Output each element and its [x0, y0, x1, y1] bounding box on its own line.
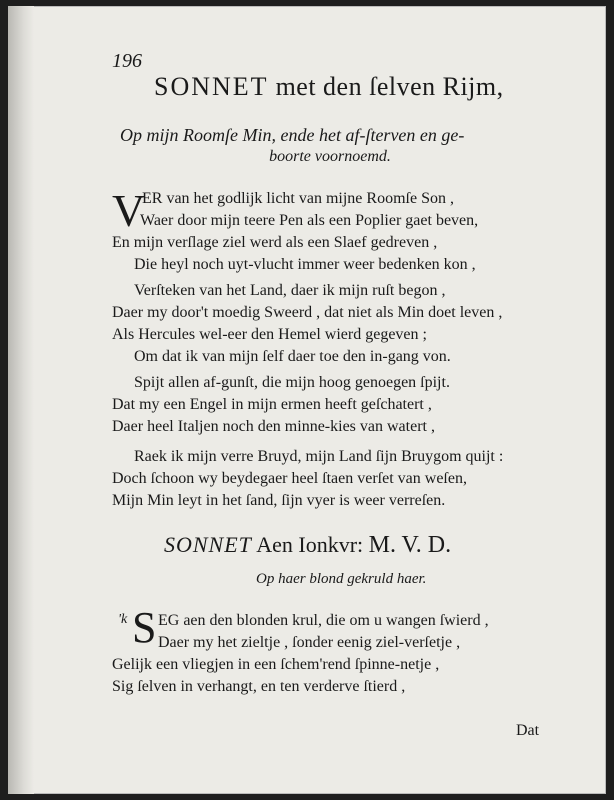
verse-line: Raek ik mijn verre Bruyd, mijn Land ſijn Bruygom quijt :: [134, 448, 504, 465]
verse-line: Doch ſchoon wy beydegaer heel ſtaen verſet van weſen,: [112, 470, 467, 487]
prefix-k: 'k: [118, 612, 128, 627]
sonnet-title-1: [154, 72, 504, 102]
verse-line: Dat my een Engel in mijn ermen heeft geſchatert ,: [112, 396, 432, 413]
title1-caps: SONNET: [154, 72, 269, 101]
verse-line: Gelijk een vliegjen in een ſchem'rend ſpinne-netje ,: [112, 656, 440, 673]
verse-line: Spijt allen af-gunſt, die mijn hoog genoegen ſpijt.: [134, 374, 450, 391]
verse-line: Waer door mijn teere Pen als een Poplier gaet beven,: [140, 212, 479, 229]
verse-line: Die heyl noch uyt-vlucht immer weer bedenken kon ,: [134, 256, 476, 273]
sonnet-subtitle-1: [120, 124, 540, 168]
title2-initials: M. V. D.: [368, 532, 452, 558]
stanza-3: [112, 372, 450, 438]
verse-line: En mijn verſlage ziel werd als een Slaef gedreven ,: [112, 234, 438, 251]
subtitle1-line1: Op mijn Roomſe Min, ende het af-ſterven en ge-: [120, 125, 465, 145]
stanza-2: [112, 280, 502, 368]
title1-rest: met den ſelven Rijm,: [275, 72, 504, 101]
drop-cap-s: S: [132, 603, 157, 652]
sonnet-title-2: [164, 532, 451, 559]
book-page: [8, 6, 606, 794]
verse-line: Mijn Min leyt in het ſand, ſijn vyer is weer verreſen.: [112, 492, 446, 509]
verse-line: EG aen den blonden krul, die om u wangen ſwierd ,: [158, 612, 489, 629]
verse-line: Om dat ik van mijn ſelf daer toe den in-gang von.: [134, 348, 451, 365]
subtitle1-line2: boorte voornoemd.: [269, 148, 391, 165]
sonnet-subtitle-2: Op haer blond gekruld haer.: [256, 571, 427, 587]
verse-line: Sig ſelven in verhangt, en ten verderve ſtierd ,: [112, 678, 406, 695]
stanza-5: [112, 610, 489, 698]
verse-line: Verſteken van het Land, daer ik mijn ruſt begon ,: [134, 282, 446, 299]
page-gutter-shadow: [8, 6, 34, 794]
verse-line: Daer my het zieltje , ſonder eenig ziel-verſetje ,: [158, 634, 461, 651]
stanza-1: [112, 185, 479, 276]
title2-addressee: Aen Ionkvr:: [256, 532, 364, 557]
verse-line: Daer heel Italjen noch den minne-kies van watert ,: [112, 418, 435, 435]
verse-line: Als Hercules wel-eer den Hemel wierd gegeven ;: [112, 326, 427, 343]
title2-sonnet: SONNET: [164, 532, 252, 557]
drop-cap-v: V: [112, 185, 146, 236]
verse-line: ER van het godlijk licht van mijne Roomſe Son ,: [142, 190, 454, 207]
verse-line: Daer my door't moedig Sweerd , dat niet als Min doet leven ,: [112, 304, 503, 321]
page-number: 196: [112, 50, 142, 72]
catchword: Dat: [516, 722, 540, 739]
stanza-4: [112, 446, 503, 512]
